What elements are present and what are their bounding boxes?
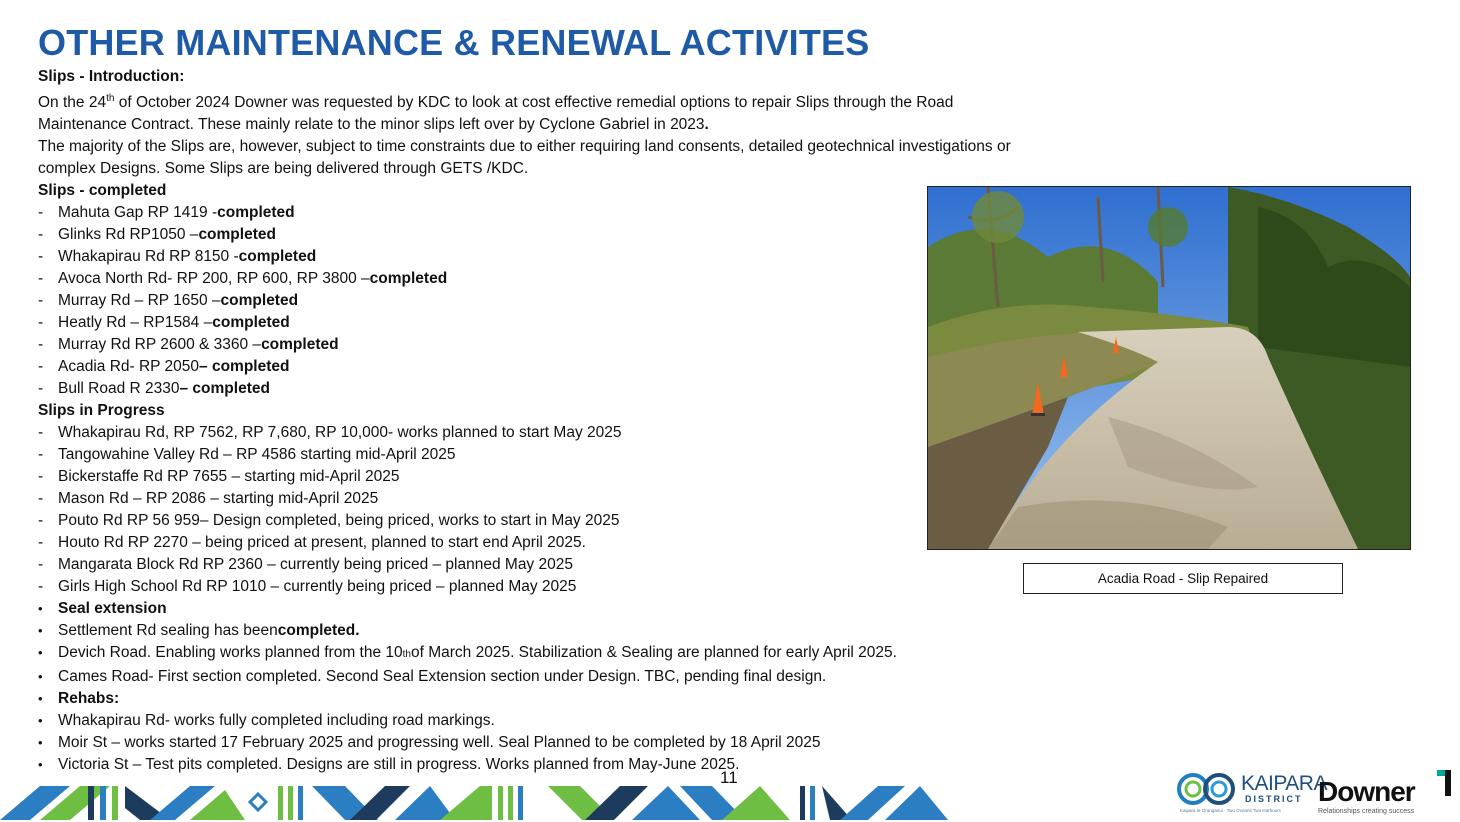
progress-list (38, 422, 1038, 598)
dash-marker: - (38, 204, 44, 222)
item-status: completed (212, 314, 290, 332)
list-item (38, 576, 1038, 598)
item-text: Victoria St – Test pits completed. Designs are still in progress. Works planned from May-June 2025. (58, 756, 740, 774)
intro-heading: Slips - Introduction: (38, 68, 185, 85)
downer-tagline: Relationships creating success (1318, 808, 1415, 815)
item-status: completed (261, 336, 339, 354)
completed-list (38, 202, 1038, 400)
item-text: Tangowahine Valley Rd – RP 4586 starting mid-April 2025 (58, 446, 456, 464)
item-text: Houto Rd RP 2270 – being priced at present, planned to start end April 2025. (58, 534, 586, 552)
list-item (38, 202, 1038, 224)
dash-marker: - (38, 380, 44, 398)
bullet-marker: • (38, 601, 43, 617)
list-item (38, 532, 1038, 554)
item-text: Acadia Rd- RP 2050 (58, 358, 200, 376)
dash-marker: - (38, 226, 44, 244)
item-text: Mahuta Gap RP 1419 - (58, 204, 218, 222)
item-text: Whakapirau Rd, RP 7562, RP 7,680, RP 10,000- works planned to start May 2025 (58, 424, 622, 442)
list-item (38, 246, 1038, 268)
dash-marker: - (38, 556, 44, 574)
item-status: – completed (199, 358, 290, 376)
item-text: Whakapirau Rd- works fully completed including road markings. (58, 712, 495, 730)
dash-marker: - (38, 270, 44, 288)
item-status: completed (217, 204, 295, 222)
list-item (38, 466, 1038, 488)
list-item (38, 754, 1038, 776)
item-text: Mangarata Block Rd RP 2360 – currently being priced – planned May 2025 (58, 556, 573, 574)
item-text: Devich Road. Enabling works planned from the 10 (58, 644, 403, 662)
intro-paragraph-1 (38, 88, 1038, 136)
bullet-marker: • (38, 623, 43, 639)
list-item (38, 666, 1038, 688)
dash-marker: - (38, 248, 44, 266)
photo-caption: Acadia Road - Slip Repaired (1023, 563, 1343, 594)
downer-logo (1315, 768, 1455, 818)
intro-p1-text-cont: of October 2024 Downer was requested by KDC to look at cost effective remedial options to repair Slips through the Road Maintenance Contract. These mainly relate to the minor slips left over by Cyclone Gabriel in 2023 (38, 94, 954, 134)
item-superscript: th (402, 649, 411, 661)
list-item (38, 422, 1038, 444)
dash-marker: - (38, 468, 44, 486)
bullet-marker: • (38, 691, 43, 707)
dash-marker: - (38, 512, 44, 530)
seal-heading (38, 598, 1038, 620)
bullet-marker: • (38, 735, 43, 751)
list-item (38, 378, 1038, 400)
bullet-marker: • (38, 669, 43, 685)
list-item (38, 290, 1038, 312)
kaipara-tagline: Kaipara te Oranganui · Two Oceans Two Harbours (1180, 808, 1281, 813)
item-text: Heatly Rd – RP1584 – (58, 314, 213, 332)
item-status: completed (369, 270, 448, 288)
item-text: Moir St – works started 17 February 2025 and progressing well. Seal Planned to be completed by 18 April 2025 (58, 734, 821, 752)
item-text: Bickerstaffe Rd RP 7655 – starting mid-April 2025 (58, 468, 400, 486)
item-text: Girls High School Rd RP 1010 – currently being priced – planned May 2025 (58, 578, 577, 596)
item-status: completed. (277, 622, 360, 640)
dash-marker: - (38, 490, 44, 508)
seal-heading-text: Seal extension (58, 600, 167, 618)
dash-marker: - (38, 446, 44, 464)
item-status: completed (238, 248, 317, 266)
dash-marker: - (38, 292, 44, 310)
item-text: Mason Rd – RP 2086 – starting mid-April 2025 (58, 490, 379, 508)
kaipara-swirl-icon (1175, 770, 1237, 808)
dash-marker: - (38, 534, 44, 552)
list-item (38, 620, 1038, 642)
item-text: Cames Road- First section completed. Second Seal Extension section under Design. TBC, pending final design. (58, 668, 827, 686)
dash-marker: - (38, 336, 44, 354)
item-text: Avoca North Rd- RP 200, RP 600, RP 3800 – (58, 270, 370, 288)
page-number: 11 (720, 768, 738, 787)
intro-p1-superscript: th (106, 93, 115, 104)
dash-marker: - (38, 358, 44, 376)
item-text: Settlement Rd sealing has been (58, 622, 278, 640)
item-status: completed (198, 226, 276, 244)
item-status: – completed (179, 380, 270, 398)
list-item (38, 642, 1038, 666)
footer-pattern (0, 782, 960, 822)
list-item (38, 268, 1038, 290)
list-item (38, 444, 1038, 466)
item-text: Glinks Rd RP1050 – (58, 226, 199, 244)
list-item (38, 710, 1038, 732)
dash-marker: - (38, 314, 44, 332)
item-status: completed (220, 292, 299, 310)
kaipara-subtitle: DISTRICT (1245, 794, 1303, 804)
list-item (38, 312, 1038, 334)
bullet-marker: • (38, 757, 43, 773)
item-text: Murray Rd RP 2600 & 3360 – (58, 336, 262, 354)
downer-name: Downer (1318, 776, 1415, 807)
list-item (38, 488, 1038, 510)
progress-heading: Slips in Progress (38, 402, 165, 420)
road-photo (927, 186, 1411, 550)
item-text: Bull Road R 2330 (58, 380, 180, 398)
kaipara-name: KAIPARA (1241, 772, 1327, 795)
completed-heading: Slips - completed (38, 182, 167, 200)
list-item (38, 334, 1038, 356)
kaipara-logo (1175, 768, 1327, 818)
downer-accent-icon (1437, 770, 1451, 796)
dash-marker: - (38, 424, 44, 442)
item-text: Murray Rd – RP 1650 – (58, 292, 221, 310)
list-item (38, 510, 1038, 532)
intro-p1-text: On the 24 (38, 94, 107, 112)
intro-p1-end: . (704, 116, 709, 134)
rehabs-heading (38, 688, 1038, 710)
list-item (38, 356, 1038, 378)
item-text: Pouto Rd RP 56 959– Design completed, being priced, works to start in May 2025 (58, 512, 620, 530)
item-text: Whakapirau Rd RP 8150 - (58, 248, 239, 266)
list-item (38, 224, 1038, 246)
list-item (38, 554, 1038, 576)
page-title: OTHER MAINTENANCE & RENEWAL ACTIVITES (38, 22, 870, 63)
road-photo-illustration (928, 187, 1410, 549)
item-text-cont: of March 2025. Stabilization & Sealing are planned for early April 2025. (410, 644, 897, 662)
bullet-marker: • (38, 645, 43, 661)
slide-body (38, 66, 1038, 776)
list-item (38, 732, 1038, 754)
dash-marker: - (38, 578, 44, 596)
bullet-marker: • (38, 713, 43, 729)
rehabs-heading-text: Rehabs: (58, 690, 120, 708)
intro-paragraph-2: The majority of the Slips are, however, subject to time constraints due to either requiring land consents, detailed geotechnical investigations or complex Designs. Some Slips are being delivered through GETS /KDC. (38, 138, 1011, 178)
